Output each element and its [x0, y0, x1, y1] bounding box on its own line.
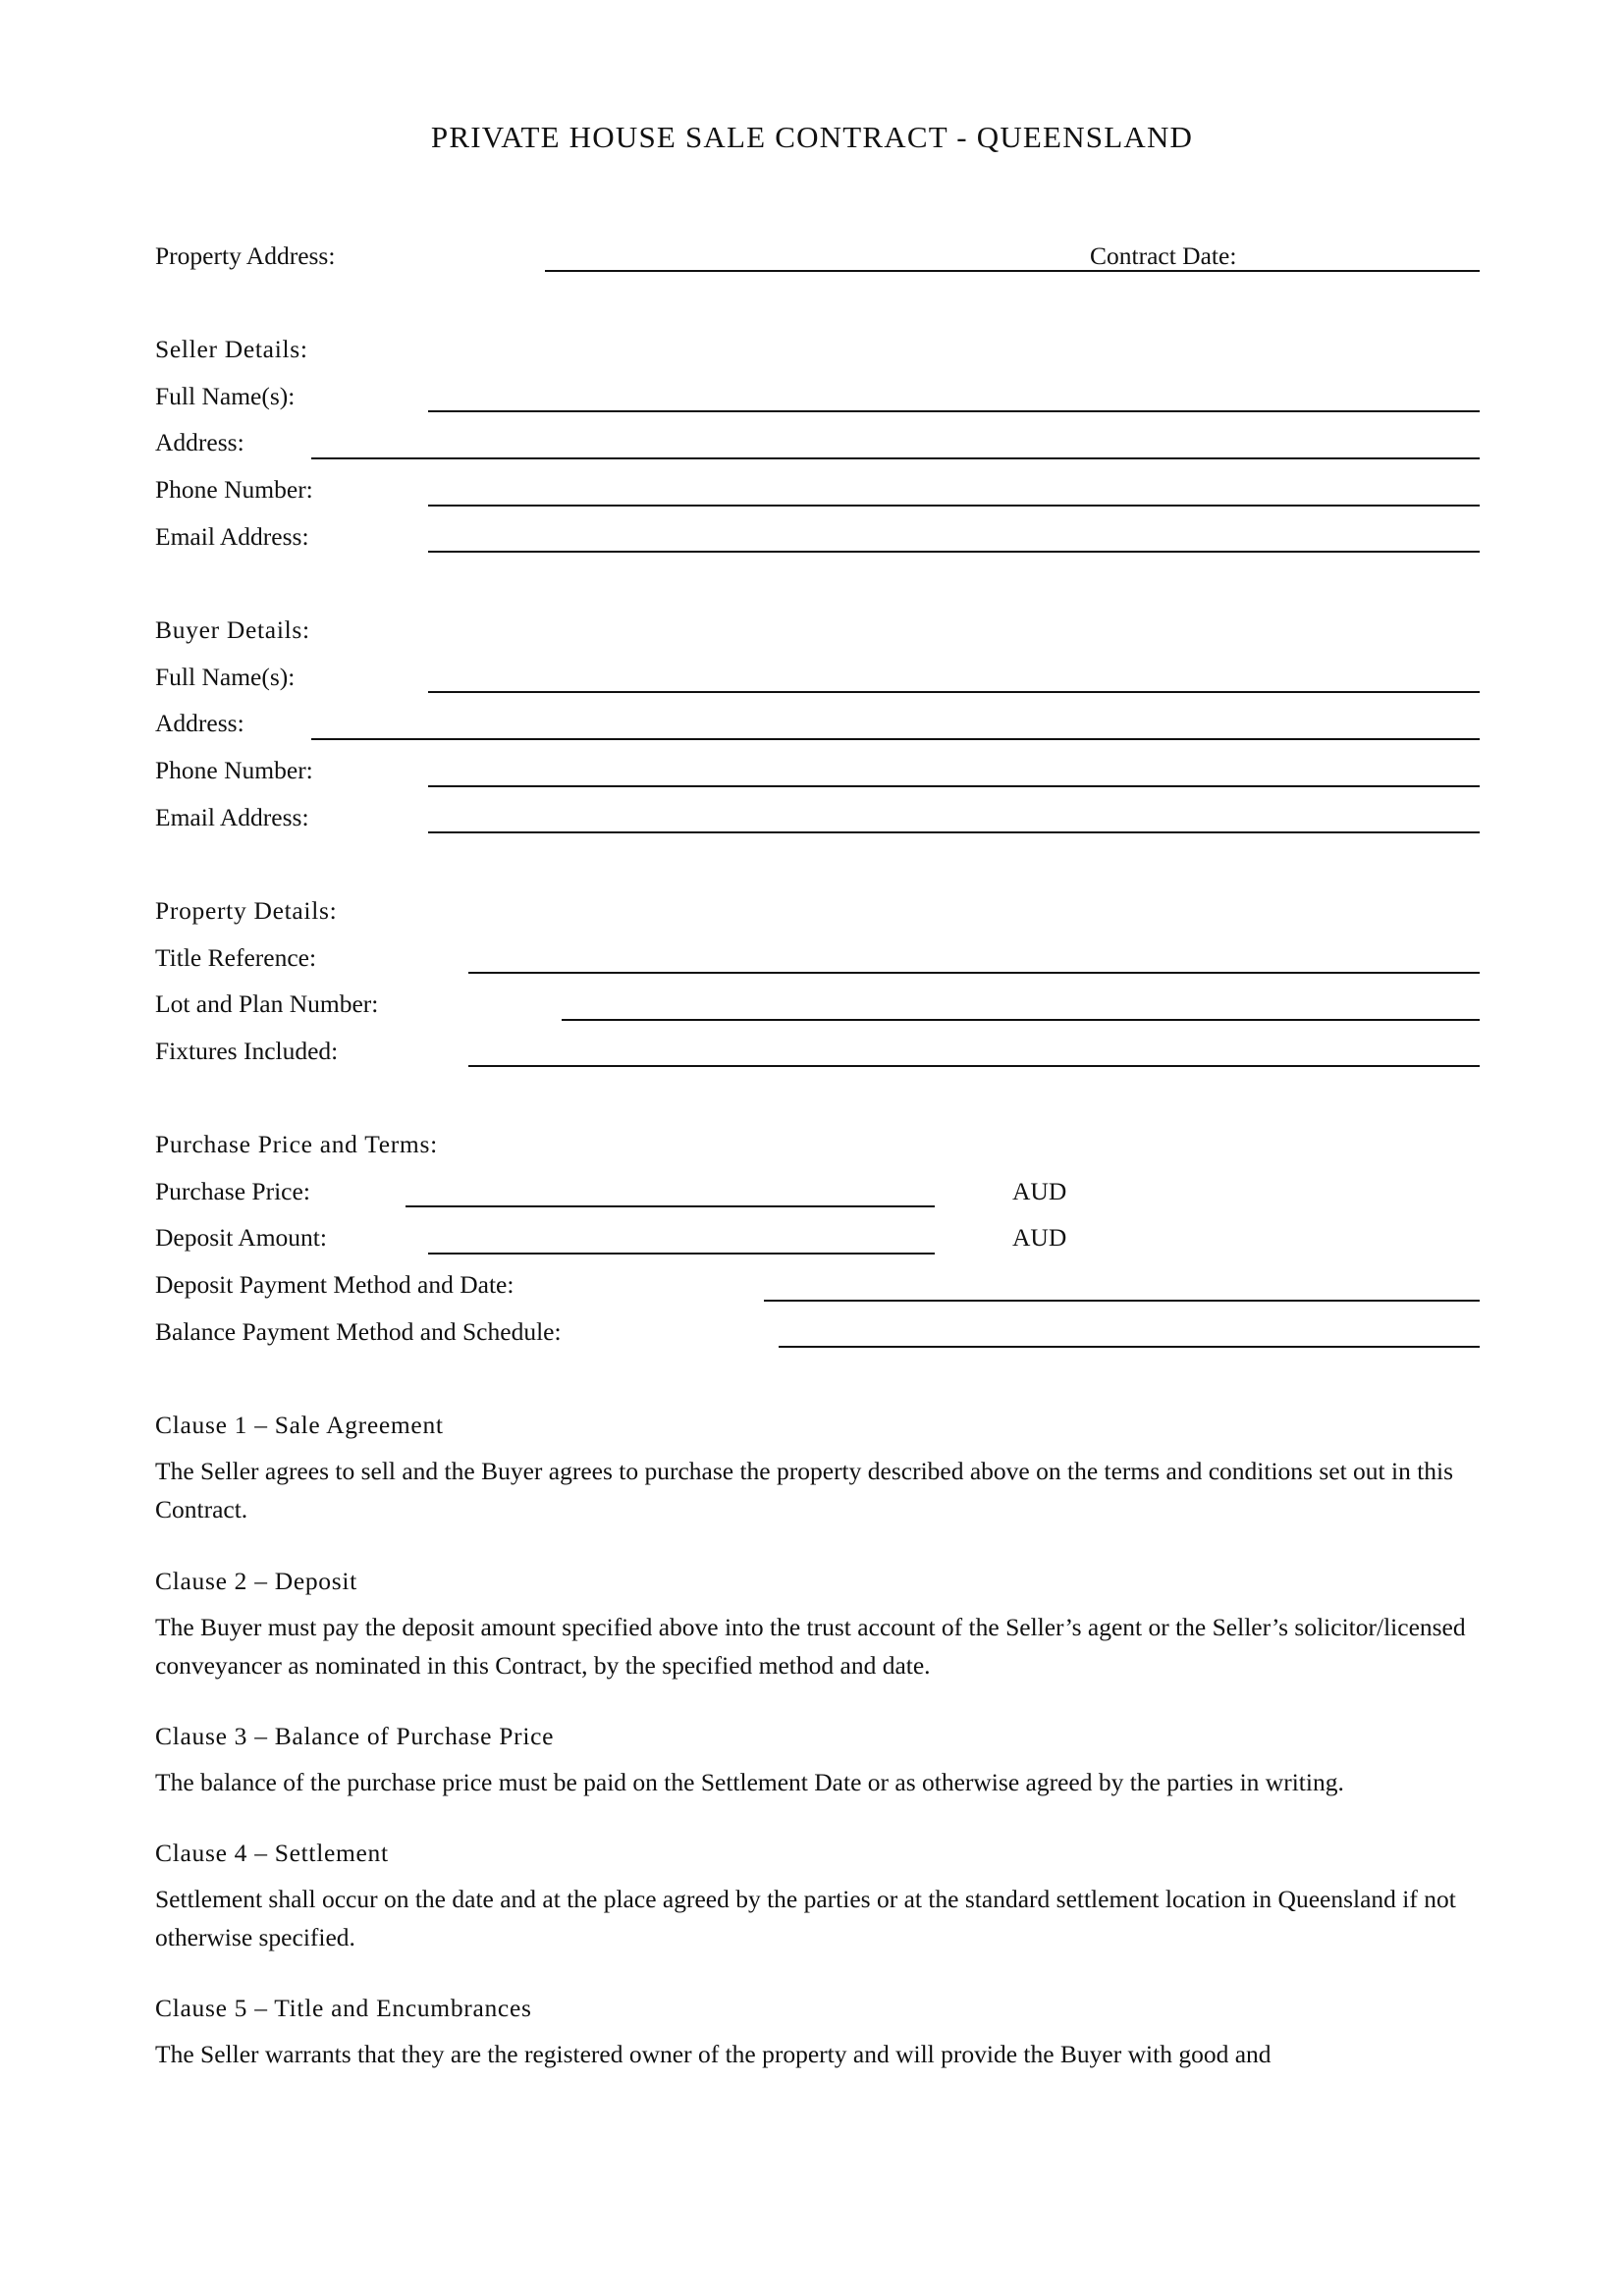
seller-full-names-label: Full Name(s): — [155, 382, 296, 410]
buyer-address-field[interactable] — [311, 738, 1480, 740]
seller-address-label: Address: — [155, 428, 244, 456]
buyer-address-label: Address: — [155, 709, 244, 737]
seller-phone-field[interactable] — [428, 505, 1480, 507]
fixtures-included-field[interactable] — [468, 1065, 1480, 1067]
deposit-amount-field[interactable] — [428, 1253, 935, 1255]
purchase-price-field[interactable] — [406, 1205, 935, 1207]
deposit-method-field[interactable] — [764, 1300, 1480, 1302]
balance-method-label: Balance Payment Method and Schedule: — [155, 1317, 562, 1346]
balance-method-field[interactable] — [779, 1346, 1480, 1348]
clause-5-heading: Clause 5 – Title and Encumbrances — [155, 1994, 532, 2022]
purchase-terms-heading: Purchase Price and Terms: — [155, 1130, 438, 1158]
clause-1-body: The Seller agrees to sell and the Buyer agrees to purchase the property described above on the terms and conditions set out in this Contract. — [155, 1457, 1454, 1523]
buyer-phone-field[interactable] — [428, 785, 1480, 787]
buyer-details-heading: Buyer Details: — [155, 615, 310, 644]
clause-5-body: The Seller warrants that they are the registered owner of the property and will provide the Buyer with good and — [155, 2040, 1272, 2068]
seller-email-label: Email Address: — [155, 522, 309, 551]
clause-4-body: Settlement shall occur on the date and at the place agreed by the parties or at the standard settlement location in Queensland if not otherwise specified. — [155, 1885, 1456, 1951]
clause-2-body: The Buyer must pay the deposit amount specified above into the trust account of the Seller’s agent or the Seller’s solicitor/licensed conveyancer as nominated in this Contract, by the specified method and date. — [155, 1613, 1466, 1680]
buyer-email-field[interactable] — [428, 831, 1480, 833]
property-details-heading: Property Details: — [155, 896, 338, 925]
deposit-amount-currency: AUD — [1012, 1223, 1067, 1252]
deposit-method-label: Deposit Payment Method and Date: — [155, 1270, 514, 1299]
purchase-price-currency: AUD — [1012, 1177, 1067, 1205]
fixtures-included-label: Fixtures Included: — [155, 1037, 339, 1065]
clause-4-heading: Clause 4 – Settlement — [155, 1839, 389, 1867]
seller-email-field[interactable] — [428, 551, 1480, 553]
title-reference-label: Title Reference: — [155, 943, 317, 972]
seller-phone-label: Phone Number: — [155, 475, 313, 504]
clause-3-heading: Clause 3 – Balance of Purchase Price — [155, 1722, 555, 1750]
clause-1-heading: Clause 1 – Sale Agreement — [155, 1411, 444, 1439]
buyer-phone-label: Phone Number: — [155, 756, 313, 784]
seller-address-field[interactable] — [311, 457, 1480, 459]
clause-2-heading: Clause 2 – Deposit — [155, 1567, 357, 1595]
seller-details-heading: Seller Details: — [155, 335, 308, 363]
document-title: PRIVATE HOUSE SALE CONTRACT - QUEENSLAND — [430, 120, 1194, 154]
property-address-field[interactable] — [545, 270, 1480, 272]
title-reference-field[interactable] — [468, 972, 1480, 974]
seller-full-names-field[interactable] — [428, 410, 1480, 412]
buyer-email-label: Email Address: — [155, 803, 309, 831]
deposit-amount-label: Deposit Amount: — [155, 1223, 327, 1252]
property-address-label: Property Address: — [155, 241, 336, 270]
lot-plan-label: Lot and Plan Number: — [155, 989, 379, 1018]
buyer-full-names-label: Full Name(s): — [155, 663, 296, 691]
contract-date-label: Contract Date: — [1090, 241, 1237, 270]
purchase-price-label: Purchase Price: — [155, 1177, 310, 1205]
lot-plan-field[interactable] — [562, 1019, 1480, 1021]
buyer-full-names-field[interactable] — [428, 691, 1480, 693]
clause-3-body: The balance of the purchase price must be paid on the Settlement Date or as otherwise agreed by the parties in writing. — [155, 1768, 1344, 1796]
